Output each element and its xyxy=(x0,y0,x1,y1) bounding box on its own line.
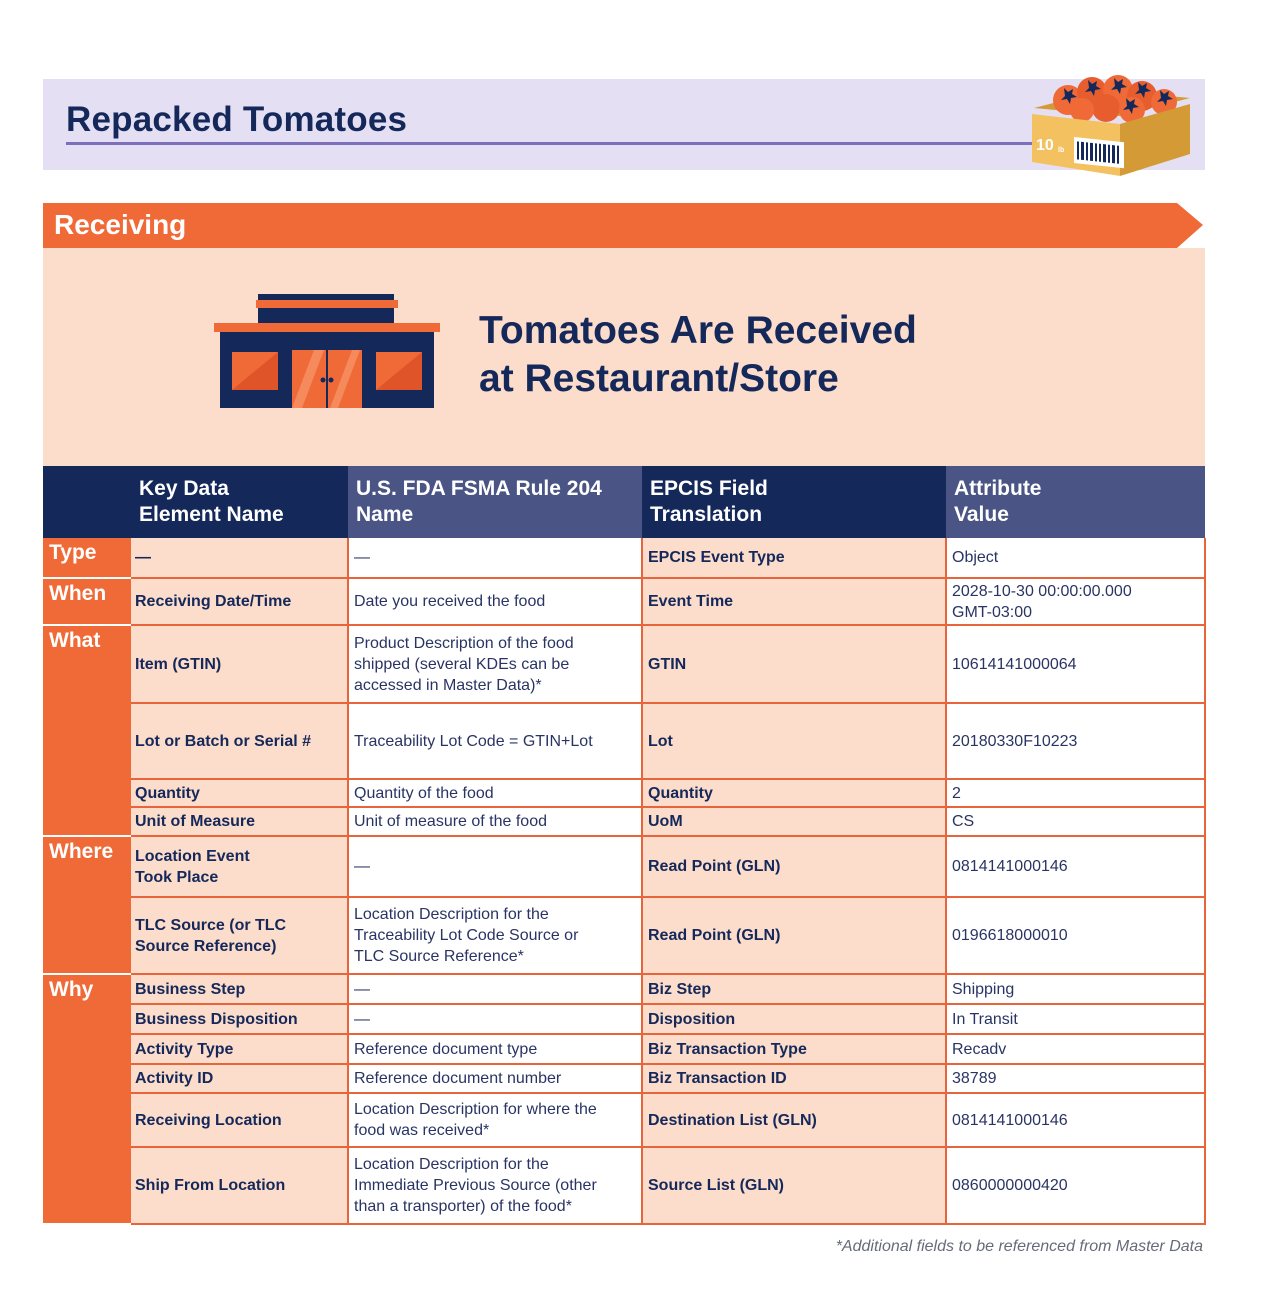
value-cell: 0860000000420 xyxy=(946,1147,1205,1224)
value-cell xyxy=(946,578,1205,625)
value-cell: 20180330F10223 xyxy=(946,703,1205,779)
epcis-cell: Source List (GLN) xyxy=(642,1147,946,1224)
kde-cell: Activity Type xyxy=(131,1034,348,1064)
hero-title xyxy=(479,307,1119,403)
page-title: Repacked Tomatoes xyxy=(66,100,408,139)
header-line: Name xyxy=(356,503,414,526)
value-cell: 0814141000146 xyxy=(946,836,1205,897)
value-line: 2028-10-30 00:00:00.000 xyxy=(952,582,1132,600)
kde-cell xyxy=(131,897,348,974)
table-row xyxy=(43,1004,1205,1034)
kde-cell: Ship From Location xyxy=(131,1147,348,1224)
header-line: Element Name xyxy=(139,503,284,526)
table-row xyxy=(43,1034,1205,1064)
fda-cell xyxy=(348,897,642,974)
table-row xyxy=(43,897,1205,974)
fda-cell xyxy=(348,1093,642,1147)
table-row xyxy=(43,703,1205,779)
section-banner xyxy=(43,203,1205,248)
kde-cell: Receiving Date/Time xyxy=(131,578,348,625)
fda-line: shipped (several KDEs can be xyxy=(354,655,570,673)
title-underline xyxy=(66,142,1032,145)
fda-cell xyxy=(348,625,642,703)
fda-cell: Date you received the food xyxy=(348,578,642,625)
kde-cell: Item (GTIN) xyxy=(131,625,348,703)
header-line: Value xyxy=(954,503,1009,526)
fda-cell xyxy=(348,1147,642,1224)
fda-cell: — xyxy=(348,538,642,578)
table-row xyxy=(43,836,1205,897)
fda-cell: — xyxy=(348,836,642,897)
value-cell: 2 xyxy=(946,779,1205,807)
value-cell: 38789 xyxy=(946,1064,1205,1093)
epcis-cell: Read Point (GLN) xyxy=(642,836,946,897)
kde-cell: — xyxy=(131,538,348,578)
fda-cell: Reference document number xyxy=(348,1064,642,1093)
fda-line: TLC Source Reference* xyxy=(354,948,524,965)
kde-line: Location Event xyxy=(135,847,250,865)
fda-cell: Reference document type xyxy=(348,1034,642,1064)
header-line: Translation xyxy=(650,503,763,526)
kde-cell: Lot or Batch or Serial # xyxy=(131,703,348,779)
epcis-cell: Read Point (GLN) xyxy=(642,897,946,974)
fda-line: Traceability Lot Code Source or xyxy=(354,927,579,944)
table-row xyxy=(43,779,1205,807)
header-line: Key Data xyxy=(139,477,229,500)
fda-line: Immediate Previous Source (other xyxy=(354,1177,597,1194)
table-row xyxy=(43,807,1205,836)
hero-title-line1: Tomatoes Are Received xyxy=(479,309,917,352)
epcis-cell: Destination List (GLN) xyxy=(642,1093,946,1147)
store-icon xyxy=(214,292,440,410)
fda-line: Product Description of the food xyxy=(354,634,574,652)
value-line: GMT-03:00 xyxy=(952,603,1033,621)
kde-cell: Receiving Location xyxy=(131,1093,348,1147)
value-cell: 0814141000146 xyxy=(946,1093,1205,1147)
footnote: *Additional fields to be referenced from Master Data xyxy=(835,1238,1203,1255)
epcis-cell: GTIN xyxy=(642,625,946,703)
value-cell: In Transit xyxy=(946,1004,1205,1034)
header-spacer xyxy=(43,466,131,538)
category-type: Type xyxy=(43,538,131,578)
kde-line: Source Reference) xyxy=(135,937,277,955)
value-cell: Shipping xyxy=(946,974,1205,1004)
epcis-cell: UoM xyxy=(642,807,946,836)
header-attribute-value xyxy=(946,466,1205,538)
tomato-box-icon xyxy=(1026,70,1194,178)
fda-line: accessed in Master Data)* xyxy=(354,676,542,694)
hero-title-line2: at Restaurant/Store xyxy=(479,357,839,400)
epcis-cell: Lot xyxy=(642,703,946,779)
kde-cell: Business Disposition xyxy=(131,1004,348,1034)
table-row xyxy=(43,974,1205,1004)
header-line: U.S. FDA FSMA Rule 204 xyxy=(356,477,602,500)
fda-cell: — xyxy=(348,974,642,1004)
kde-cell: Unit of Measure xyxy=(131,807,348,836)
fda-line: Location Description for where the xyxy=(354,1101,597,1118)
epcis-cell: Biz Step xyxy=(642,974,946,1004)
value-cell: 10614141000064 xyxy=(946,625,1205,703)
box-weight-unit: lb xyxy=(1058,147,1065,154)
fda-cell: Quantity of the food xyxy=(348,779,642,807)
fda-cell: Unit of measure of the food xyxy=(348,807,642,836)
header-line: EPCIS Field xyxy=(650,477,768,500)
kde-cell: Quantity xyxy=(131,779,348,807)
fda-line: than a transporter) of the food* xyxy=(354,1198,572,1215)
header-key-data-element xyxy=(131,466,348,538)
category-where: Where xyxy=(43,836,131,974)
kde-line: TLC Source (or TLC xyxy=(135,916,287,934)
value-cell: Object xyxy=(946,538,1205,578)
fda-line: food was received* xyxy=(354,1122,490,1139)
epcis-cell: Disposition xyxy=(642,1004,946,1034)
table-row xyxy=(43,538,1205,578)
value-cell: CS xyxy=(946,807,1205,836)
kde-cell xyxy=(131,836,348,897)
header-fda-name xyxy=(348,466,642,538)
epcis-cell: EPCIS Event Type xyxy=(642,538,946,578)
kde-cell: Business Step xyxy=(131,974,348,1004)
epcis-cell: Biz Transaction ID xyxy=(642,1064,946,1093)
value-cell: Recadv xyxy=(946,1034,1205,1064)
category-what: What xyxy=(43,625,131,836)
table-row xyxy=(43,578,1205,625)
kde-cell: Activity ID xyxy=(131,1064,348,1093)
value-cell: 0196618000010 xyxy=(946,897,1205,974)
kde-line: Took Place xyxy=(135,868,219,886)
kde-table xyxy=(43,538,1206,1225)
category-why: Why xyxy=(43,974,131,1224)
header-line: Attribute xyxy=(954,477,1042,500)
table-row xyxy=(43,625,1205,703)
fda-line: Location Description for the xyxy=(354,1156,549,1173)
section-label: Receiving xyxy=(54,209,187,240)
epcis-cell: Event Time xyxy=(642,578,946,625)
table-row xyxy=(43,1093,1205,1147)
table-row xyxy=(43,1064,1205,1093)
fda-cell: — xyxy=(348,1004,642,1034)
table-row xyxy=(43,1147,1205,1224)
fda-cell: Traceability Lot Code = GTIN+Lot xyxy=(348,703,642,779)
epcis-cell: Biz Transaction Type xyxy=(642,1034,946,1064)
box-weight-label: 10 xyxy=(1036,137,1054,154)
epcis-cell: Quantity xyxy=(642,779,946,807)
fda-line: Location Description for the xyxy=(354,906,549,923)
category-when: When xyxy=(43,578,131,625)
header-epcis-field xyxy=(642,466,946,538)
